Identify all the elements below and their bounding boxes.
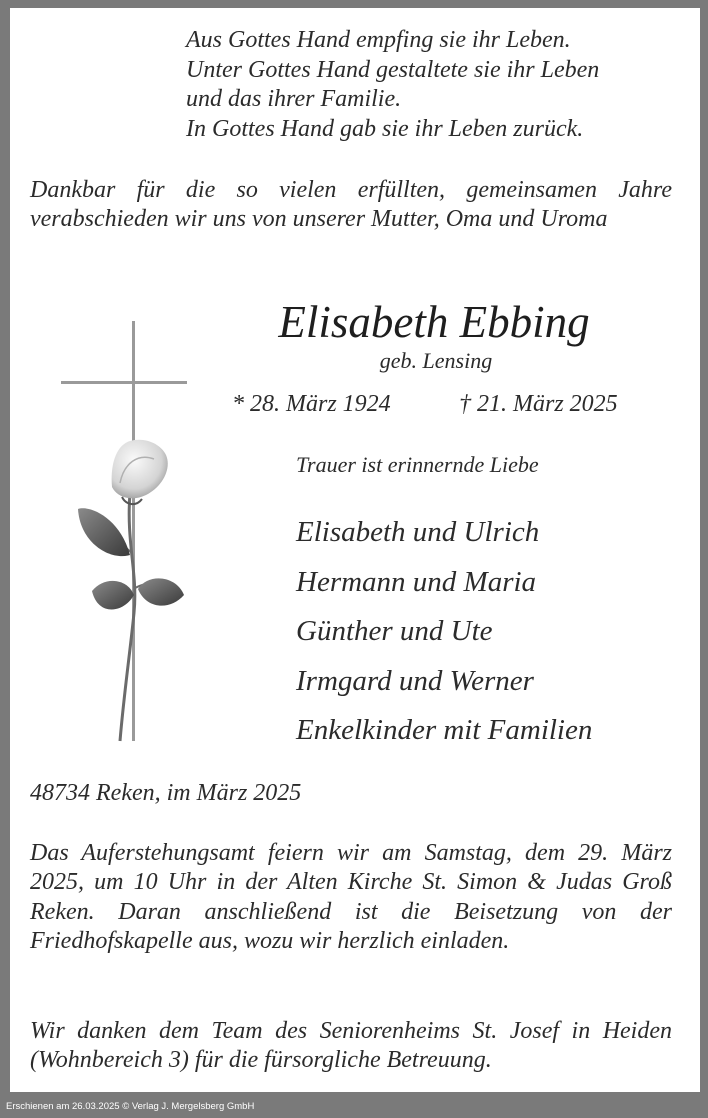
- mourner-entry: Hermann und Maria: [296, 565, 537, 598]
- service-text: Das Auferstehungsamt feiern wir am Samstag, dem 29. März 2025, um 10 Uhr in der Alten Kirche St. Simon & Judas Groß Reken. Daran anschließend ist die Beisetzung von der Friedhofskapelle aus, wozu wir herzlich einladen.: [30, 840, 672, 954]
- cross-icon: [61, 321, 187, 741]
- rose-icon: [78, 440, 184, 741]
- maiden-name: geb. Lensing: [379, 348, 493, 373]
- deceased-name: Elisabeth Ebbing: [278, 297, 590, 347]
- verse-line: und das ihrer Familie.: [186, 86, 402, 112]
- mourner-entry: Günther und Ute: [296, 615, 493, 647]
- obituary-card: [10, 8, 700, 1092]
- mourner-entry: Elisabeth und Ulrich: [296, 516, 540, 548]
- thanks-text: Wir danken dem Team des Seniorenheims St. Josef in Heiden (Wohnbereich 3) für die fürsorgliche Betreuung.: [30, 1018, 672, 1074]
- cross-rose-image: [50, 313, 200, 743]
- verse-line: Unter Gottes Hand gestaltete sie ihr Leben: [186, 56, 600, 83]
- verse-line: Aus Gottes Hand empfing sie ihr Leben.: [186, 27, 571, 53]
- mourner-entry: Enkelkinder mit Familien: [296, 714, 593, 746]
- publication-footer: Erschienen am 26.03.2025 © Verlag J. Mergelsberg GmbH: [6, 1101, 255, 1112]
- motto: Trauer ist erinnernde Liebe: [296, 452, 539, 477]
- place-date: 48734 Reken, im März 2025: [30, 780, 302, 806]
- mourner-entry: Irmgard und Werner: [296, 664, 534, 697]
- death-date: † 21. März 2025: [459, 391, 618, 417]
- mourners-list: [296, 508, 592, 756]
- birth-date: * 28. März 1924: [232, 391, 391, 417]
- verse: [186, 26, 686, 144]
- intro-text: Dankbar für die so vielen erfüllten, gemeinsamen Jahre verabschieden wir uns von unserer Mutter, Oma und Uroma: [30, 177, 672, 233]
- verse-line: In Gottes Hand gab sie ihr Leben zurück.: [186, 115, 584, 142]
